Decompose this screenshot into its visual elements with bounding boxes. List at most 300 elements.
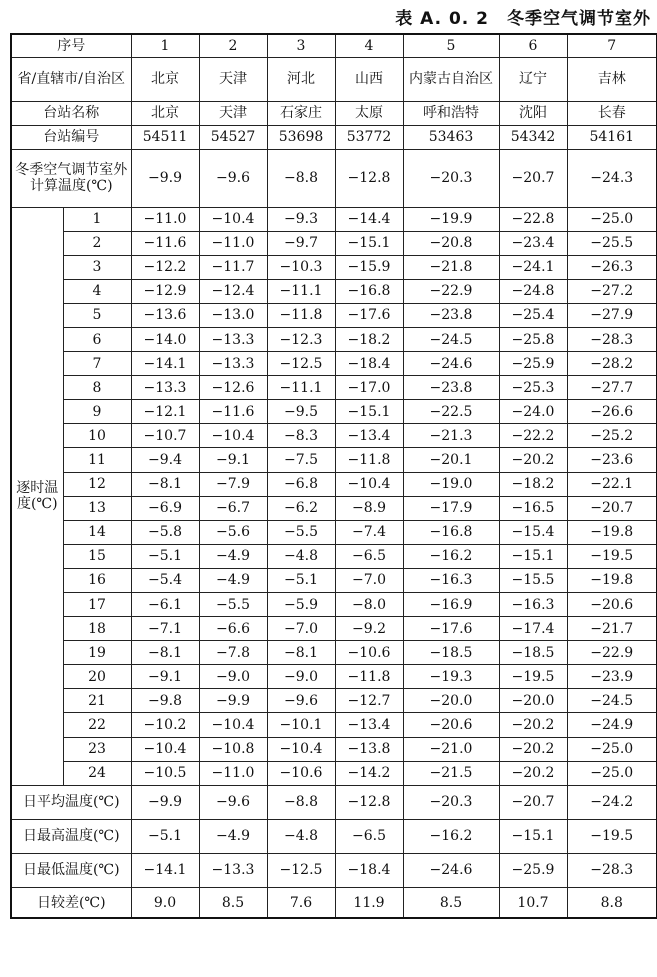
hour-label: 14 [63,520,131,544]
cell-hourly: −11.0 [131,207,199,231]
cell-daily_min: −13.3 [199,853,267,887]
cell-hourly: −19.8 [567,520,657,544]
cell-hourly: −13.4 [335,713,403,737]
cell-hourly: −20.2 [499,448,567,472]
cell-province: 辽宁 [499,57,567,101]
cell-hourly: −11.6 [199,400,267,424]
cell-hourly: −6.6 [199,617,267,641]
table-row [11,544,657,568]
cell-hourly: −10.6 [267,761,335,785]
cell-hourly: −20.0 [499,689,567,713]
cell-seq: 4 [335,34,403,57]
cell-hourly: −23.8 [403,303,499,327]
cell-hourly: −11.8 [335,665,403,689]
cell-daily_range: 8.8 [567,887,657,918]
cell-hourly: −25.0 [567,207,657,231]
cell-winter_ac: −20.7 [499,149,567,207]
cell-hourly: −22.8 [499,207,567,231]
hour-label: 5 [63,303,131,327]
cell-hourly: −19.9 [403,207,499,231]
cell-code: 53463 [403,125,499,149]
cell-hourly: −21.7 [567,617,657,641]
cell-hourly: −20.6 [403,713,499,737]
cell-daily_max: −16.2 [403,819,499,853]
cell-code: 54527 [199,125,267,149]
cell-hourly: −6.8 [267,472,335,496]
cell-hourly: −20.2 [499,737,567,761]
cell-hourly: −8.1 [131,472,199,496]
cell-seq: 7 [567,34,657,57]
cell-hourly: −22.2 [499,424,567,448]
hour-label: 16 [63,568,131,592]
cell-hourly: −5.1 [267,568,335,592]
cell-hourly: −17.4 [499,617,567,641]
cell-hourly: −8.9 [335,496,403,520]
cell-hourly: −11.8 [335,448,403,472]
hour-label: 1 [63,207,131,231]
table-row [11,34,657,57]
row-label-station: 台站名称 [11,101,131,125]
cell-hourly: −18.5 [499,641,567,665]
cell-hourly: −26.6 [567,400,657,424]
table-row [11,520,657,544]
cell-hourly: −22.5 [403,400,499,424]
cell-hourly: −8.1 [131,641,199,665]
table-row [11,400,657,424]
cell-daily_avg: −8.8 [267,785,335,819]
cell-hourly: −12.4 [199,279,267,303]
cell-hourly: −25.2 [567,424,657,448]
cell-hourly: −13.4 [335,424,403,448]
cell-hourly: −7.4 [335,520,403,544]
cell-hourly: −26.3 [567,255,657,279]
cell-daily_range: 8.5 [199,887,267,918]
cell-daily_max: −4.9 [199,819,267,853]
cell-hourly: −15.1 [335,231,403,255]
cell-hourly: −9.4 [131,448,199,472]
cell-hourly: −13.3 [199,352,267,376]
row-label-hourly: 逐时温度(℃) [11,207,63,785]
table-row [11,689,657,713]
cell-daily_max: −4.8 [267,819,335,853]
cell-hourly: −23.8 [403,376,499,400]
cell-hourly: −11.0 [199,231,267,255]
cell-hourly: −10.1 [267,713,335,737]
cell-hourly: −10.4 [199,713,267,737]
cell-hourly: −20.1 [403,448,499,472]
cell-hourly: −18.4 [335,352,403,376]
hour-label: 11 [63,448,131,472]
cell-seq: 2 [199,34,267,57]
cell-hourly: −13.0 [199,303,267,327]
cell-province: 天津 [199,57,267,101]
cell-hourly: −7.0 [335,568,403,592]
hour-label: 12 [63,472,131,496]
table-row [11,785,657,819]
cell-hourly: −11.0 [199,761,267,785]
row-label-seq: 序号 [11,34,131,57]
table-row [11,376,657,400]
hour-label: 22 [63,713,131,737]
cell-hourly: −20.2 [499,761,567,785]
cell-hourly: −10.8 [199,737,267,761]
cell-seq: 5 [403,34,499,57]
hour-label: 19 [63,641,131,665]
cell-hourly: −15.9 [335,255,403,279]
table-row [11,853,657,887]
cell-daily_avg: −9.9 [131,785,199,819]
cell-hourly: −10.5 [131,761,199,785]
cell-hourly: −9.5 [267,400,335,424]
cell-station: 石家庄 [267,101,335,125]
cell-hourly: −9.0 [267,665,335,689]
table-row [11,593,657,617]
cell-hourly: −4.8 [267,544,335,568]
cell-hourly: −23.9 [567,665,657,689]
cell-hourly: −25.8 [499,327,567,351]
cell-hourly: −17.9 [403,496,499,520]
cell-hourly: −10.7 [131,424,199,448]
cell-hourly: −13.3 [199,327,267,351]
cell-winter_ac: −8.8 [267,149,335,207]
hour-label: 8 [63,376,131,400]
cell-hourly: −25.3 [499,376,567,400]
cell-hourly: −16.9 [403,593,499,617]
cell-hourly: −7.1 [131,617,199,641]
cell-hourly: −20.8 [403,231,499,255]
cell-hourly: −7.9 [199,472,267,496]
cell-hourly: −12.2 [131,255,199,279]
cell-hourly: −16.2 [403,544,499,568]
hour-label: 3 [63,255,131,279]
cell-daily_avg: −9.6 [199,785,267,819]
cell-daily_avg: −24.2 [567,785,657,819]
cell-hourly: −12.7 [335,689,403,713]
cell-daily_max: −5.1 [131,819,199,853]
row-label-daily_max: 日最高温度(℃) [11,819,131,853]
cell-hourly: −23.4 [499,231,567,255]
cell-hourly: −19.3 [403,665,499,689]
row-label-daily_min: 日最低温度(℃) [11,853,131,887]
cell-hourly: −6.2 [267,496,335,520]
cell-hourly: −20.7 [567,496,657,520]
cell-hourly: −4.9 [199,544,267,568]
cell-hourly: −27.2 [567,279,657,303]
cell-daily_avg: −12.8 [335,785,403,819]
cell-hourly: −6.7 [199,496,267,520]
table-row [11,737,657,761]
cell-hourly: −13.8 [335,737,403,761]
cell-hourly: −12.9 [131,279,199,303]
cell-daily_range: 11.9 [335,887,403,918]
hour-label: 23 [63,737,131,761]
cell-daily_min: −28.3 [567,853,657,887]
cell-hourly: −9.2 [335,617,403,641]
table-row [11,568,657,592]
cell-daily_range: 8.5 [403,887,499,918]
cell-hourly: −16.5 [499,496,567,520]
cell-hourly: −10.6 [335,641,403,665]
hour-label: 17 [63,593,131,617]
cell-hourly: −24.5 [403,327,499,351]
table-row [11,472,657,496]
cell-hourly: −19.0 [403,472,499,496]
hour-label: 13 [63,496,131,520]
cell-hourly: −22.9 [403,279,499,303]
cell-hourly: −5.4 [131,568,199,592]
cell-hourly: −11.8 [267,303,335,327]
cell-hourly: −7.0 [267,617,335,641]
cell-hourly: −6.5 [335,544,403,568]
cell-hourly: −10.3 [267,255,335,279]
table-row [11,231,657,255]
row-label-winter_ac: 冬季空气调节室外计算温度(℃) [11,149,131,207]
cell-province: 河北 [267,57,335,101]
cell-hourly: −17.0 [335,376,403,400]
cell-hourly: −21.8 [403,255,499,279]
cell-hourly: −21.0 [403,737,499,761]
cell-hourly: −14.0 [131,327,199,351]
table-title: 表 A. 0. 2 冬季空气调节室外 [395,9,651,29]
hour-label: 10 [63,424,131,448]
table-row [11,887,657,918]
cell-station: 呼和浩特 [403,101,499,125]
cell-hourly: −25.0 [567,737,657,761]
cell-hourly: −9.1 [131,665,199,689]
cell-hourly: −27.9 [567,303,657,327]
cell-hourly: −9.3 [267,207,335,231]
cell-hourly: −14.4 [335,207,403,231]
cell-hourly: −25.5 [567,231,657,255]
cell-hourly: −24.9 [567,713,657,737]
cell-seq: 1 [131,34,199,57]
cell-hourly: −24.0 [499,400,567,424]
cell-hourly: −16.8 [403,520,499,544]
cell-hourly: −22.9 [567,641,657,665]
cell-hourly: −27.7 [567,376,657,400]
hour-label: 6 [63,327,131,351]
hour-label: 4 [63,279,131,303]
table-row [11,279,657,303]
hour-label: 2 [63,231,131,255]
table-row [11,303,657,327]
cell-hourly: −6.1 [131,593,199,617]
hour-label: 21 [63,689,131,713]
table-row [11,761,657,785]
cell-seq: 6 [499,34,567,57]
cell-daily_max: −6.5 [335,819,403,853]
cell-hourly: −13.3 [131,376,199,400]
cell-hourly: −10.4 [199,207,267,231]
cell-daily_range: 7.6 [267,887,335,918]
hour-label: 7 [63,352,131,376]
table-row [11,448,657,472]
cell-hourly: −9.9 [199,689,267,713]
row-label-daily_range: 日较差(℃) [11,887,131,918]
cell-hourly: −17.6 [403,617,499,641]
cell-hourly: −16.8 [335,279,403,303]
table-row [11,617,657,641]
hour-label: 15 [63,544,131,568]
cell-hourly: −12.1 [131,400,199,424]
cell-daily_min: −14.1 [131,853,199,887]
table-row [11,496,657,520]
table-row [11,207,657,231]
hour-label: 18 [63,617,131,641]
cell-station: 天津 [199,101,267,125]
cell-hourly: −5.9 [267,593,335,617]
cell-hourly: −19.5 [499,665,567,689]
cell-code: 53698 [267,125,335,149]
cell-code: 54161 [567,125,657,149]
table-row [11,819,657,853]
cell-hourly: −5.5 [199,593,267,617]
cell-winter_ac: −9.9 [131,149,199,207]
cell-hourly: −11.6 [131,231,199,255]
cell-hourly: −15.1 [499,544,567,568]
cell-station: 太原 [335,101,403,125]
cell-code: 54511 [131,125,199,149]
cell-hourly: −24.5 [567,689,657,713]
table-row [11,101,657,125]
cell-winter_ac: −20.3 [403,149,499,207]
cell-hourly: −24.8 [499,279,567,303]
cell-hourly: −23.6 [567,448,657,472]
table-row [11,424,657,448]
cell-hourly: −5.6 [199,520,267,544]
cell-daily_min: −25.9 [499,853,567,887]
cell-daily_max: −19.5 [567,819,657,853]
cell-province: 山西 [335,57,403,101]
cell-station: 长春 [567,101,657,125]
cell-winter_ac: −12.8 [335,149,403,207]
cell-hourly: −14.1 [131,352,199,376]
cell-hourly: −19.8 [567,568,657,592]
weather-data-table [10,33,657,919]
cell-hourly: −12.3 [267,327,335,351]
cell-hourly: −16.3 [499,593,567,617]
cell-hourly: −24.6 [403,352,499,376]
cell-hourly: −11.7 [199,255,267,279]
row-label-province: 省/直辖市/自治区 [11,57,131,101]
table-row [11,665,657,689]
cell-hourly: −5.8 [131,520,199,544]
cell-hourly: −25.9 [499,352,567,376]
cell-winter_ac: −9.6 [199,149,267,207]
cell-hourly: −18.2 [499,472,567,496]
cell-daily_max: −15.1 [499,819,567,853]
table-row [11,713,657,737]
cell-hourly: −14.2 [335,761,403,785]
hour-label: 9 [63,400,131,424]
cell-hourly: −11.1 [267,376,335,400]
cell-hourly: −18.2 [335,327,403,351]
cell-station: 北京 [131,101,199,125]
cell-hourly: −5.1 [131,544,199,568]
table-row [11,327,657,351]
cell-hourly: −10.4 [199,424,267,448]
cell-daily_min: −12.5 [267,853,335,887]
cell-hourly: −6.9 [131,496,199,520]
cell-hourly: −5.5 [267,520,335,544]
cell-province: 北京 [131,57,199,101]
cell-hourly: −9.8 [131,689,199,713]
cell-hourly: −9.1 [199,448,267,472]
cell-province: 吉林 [567,57,657,101]
cell-hourly: −8.3 [267,424,335,448]
cell-hourly: −21.3 [403,424,499,448]
cell-hourly: −25.4 [499,303,567,327]
table-row [11,57,657,101]
cell-hourly: −17.6 [335,303,403,327]
cell-hourly: −19.5 [567,544,657,568]
cell-hourly: −4.9 [199,568,267,592]
cell-hourly: −7.8 [199,641,267,665]
cell-daily_min: −24.6 [403,853,499,887]
cell-hourly: −8.1 [267,641,335,665]
table-row [11,149,657,207]
cell-hourly: −25.0 [567,761,657,785]
cell-daily_avg: −20.3 [403,785,499,819]
cell-hourly: −20.2 [499,713,567,737]
cell-daily_range: 10.7 [499,887,567,918]
cell-hourly: −9.6 [267,689,335,713]
cell-hourly: −7.5 [267,448,335,472]
cell-daily_avg: −20.7 [499,785,567,819]
cell-hourly: −13.6 [131,303,199,327]
cell-station: 沈阳 [499,101,567,125]
cell-hourly: −11.1 [267,279,335,303]
cell-hourly: −15.1 [335,400,403,424]
cell-winter_ac: −24.3 [567,149,657,207]
cell-hourly: −12.6 [199,376,267,400]
cell-seq: 3 [267,34,335,57]
cell-hourly: −22.1 [567,472,657,496]
row-label-daily_avg: 日平均温度(℃) [11,785,131,819]
cell-daily_min: −18.4 [335,853,403,887]
cell-hourly: −16.3 [403,568,499,592]
cell-hourly: −10.4 [267,737,335,761]
cell-hourly: −28.2 [567,352,657,376]
table-row [11,255,657,279]
cell-code: 54342 [499,125,567,149]
cell-hourly: −24.1 [499,255,567,279]
cell-code: 53772 [335,125,403,149]
table-row [11,641,657,665]
cell-hourly: −8.0 [335,593,403,617]
row-label-code: 台站编号 [11,125,131,149]
cell-hourly: −9.7 [267,231,335,255]
cell-hourly: −18.5 [403,641,499,665]
table-row [11,125,657,149]
table-row [11,352,657,376]
cell-hourly: −21.5 [403,761,499,785]
cell-hourly: −10.2 [131,713,199,737]
cell-hourly: −9.0 [199,665,267,689]
cell-hourly: −15.4 [499,520,567,544]
hour-label: 24 [63,761,131,785]
cell-hourly: −20.0 [403,689,499,713]
cell-hourly: −10.4 [131,737,199,761]
cell-daily_range: 9.0 [131,887,199,918]
cell-hourly: −12.5 [267,352,335,376]
cell-hourly: −10.4 [335,472,403,496]
cell-province: 内蒙古自治区 [403,57,499,101]
cell-hourly: −15.5 [499,568,567,592]
cell-hourly: −20.6 [567,593,657,617]
cell-hourly: −28.3 [567,327,657,351]
hour-label: 20 [63,665,131,689]
